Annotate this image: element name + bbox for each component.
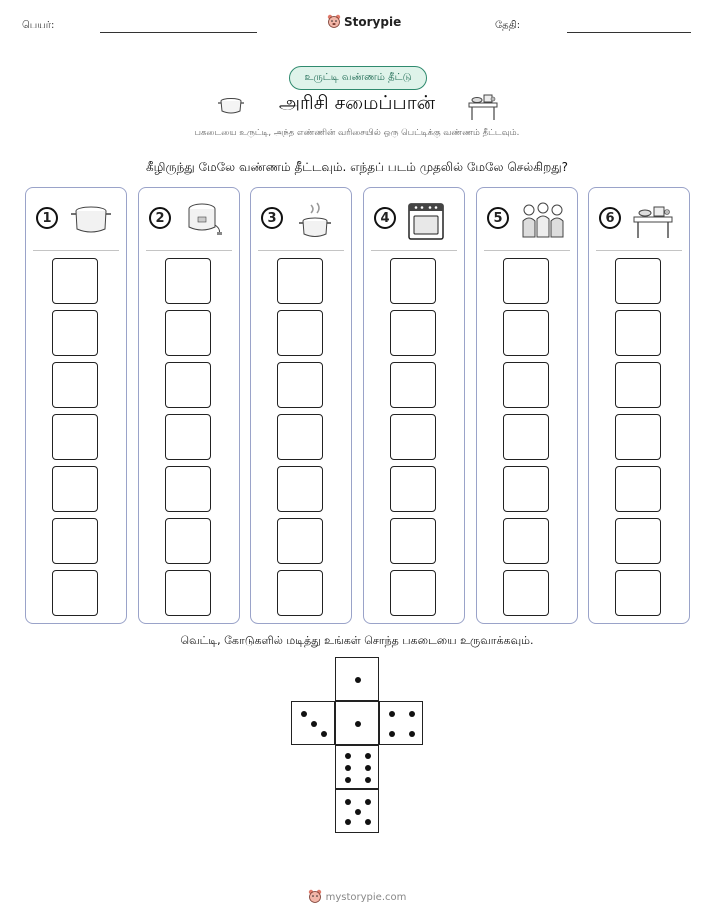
dice-pip — [345, 799, 351, 805]
column-divider — [33, 250, 119, 251]
column-6 — [588, 187, 690, 624]
column-divider — [258, 250, 344, 251]
color-box[interactable] — [615, 258, 661, 304]
dice-face — [335, 657, 379, 701]
color-box[interactable] — [165, 362, 211, 408]
color-box[interactable] — [390, 414, 436, 460]
column-number: 1 — [36, 207, 58, 229]
color-box[interactable] — [390, 362, 436, 408]
color-box[interactable] — [165, 466, 211, 512]
name-line[interactable] — [100, 32, 257, 33]
column-5 — [476, 187, 578, 624]
dice-pip — [365, 799, 371, 805]
dice-pip — [311, 721, 317, 727]
brand-logo — [327, 14, 401, 30]
column-divider — [371, 250, 457, 251]
color-box[interactable] — [615, 362, 661, 408]
footer — [0, 889, 714, 905]
color-box[interactable] — [503, 258, 549, 304]
column-number: 4 — [374, 207, 396, 229]
column-number: 6 — [599, 207, 621, 229]
date-line[interactable] — [567, 32, 691, 33]
column-2 — [138, 187, 240, 624]
color-box[interactable] — [503, 466, 549, 512]
color-box[interactable] — [390, 570, 436, 616]
dice-face — [335, 701, 379, 745]
steaming-pot-icon — [293, 201, 343, 241]
dice-pip — [301, 711, 307, 717]
color-box[interactable] — [52, 362, 98, 408]
color-box[interactable] — [615, 518, 661, 564]
column-number: 2 — [149, 207, 171, 229]
color-box[interactable] — [52, 570, 98, 616]
column-divider — [596, 250, 682, 251]
dice-pip — [365, 777, 371, 783]
activity-badge: உருட்டி வண்ணம் தீட்டு — [289, 66, 427, 90]
color-box[interactable] — [52, 414, 98, 460]
color-box[interactable] — [277, 310, 323, 356]
dice-pip — [389, 711, 395, 717]
color-box[interactable] — [165, 310, 211, 356]
color-box[interactable] — [503, 518, 549, 564]
dice-pip — [365, 753, 371, 759]
family-icon — [519, 201, 569, 241]
column-number: 5 — [487, 207, 509, 229]
dice-pip — [345, 765, 351, 771]
page-title: அரிசி சமைப்பான் — [278, 92, 436, 114]
color-box[interactable] — [52, 518, 98, 564]
color-box[interactable] — [390, 466, 436, 512]
dice-pip — [365, 765, 371, 771]
dice-pip — [345, 819, 351, 825]
dice-pip — [389, 731, 395, 737]
color-box[interactable] — [165, 414, 211, 460]
column-1 — [25, 187, 127, 624]
stove-icon — [406, 201, 456, 241]
color-box[interactable] — [52, 466, 98, 512]
dice-pip — [355, 809, 361, 815]
column-divider — [146, 250, 232, 251]
color-box[interactable] — [503, 362, 549, 408]
color-box[interactable] — [615, 466, 661, 512]
color-box[interactable] — [277, 570, 323, 616]
color-box[interactable] — [390, 258, 436, 304]
color-box[interactable] — [165, 258, 211, 304]
color-box[interactable] — [277, 414, 323, 460]
dice-pip — [345, 777, 351, 783]
dice-face — [291, 701, 335, 745]
pot-icon — [68, 201, 118, 241]
color-box[interactable] — [52, 258, 98, 304]
brand-name: Storypie — [344, 15, 402, 29]
dice-pip — [409, 711, 415, 717]
footer-url[interactable]: mystorypie.com — [325, 891, 407, 903]
color-box[interactable] — [165, 570, 211, 616]
column-4 — [363, 187, 465, 624]
dice-pip — [409, 731, 415, 737]
dice-pip — [345, 753, 351, 759]
cooking-table-icon — [631, 201, 681, 241]
date-label: தேதி: — [495, 20, 521, 31]
color-box[interactable] — [165, 518, 211, 564]
dice-instruction: வெட்டி, கோடுகளில் மடித்து உங்கள் சொந்த பகடையை உருவாக்கவும். — [180, 634, 534, 647]
color-box[interactable] — [277, 518, 323, 564]
column-3 — [250, 187, 352, 624]
color-box[interactable] — [615, 310, 661, 356]
color-box[interactable] — [277, 466, 323, 512]
color-box[interactable] — [615, 570, 661, 616]
dice-face — [379, 701, 423, 745]
storypie-bear-icon — [308, 889, 322, 905]
cooking-table-icon — [466, 91, 500, 125]
color-box[interactable] — [390, 310, 436, 356]
color-box[interactable] — [503, 570, 549, 616]
question: கீழிருந்து மேலே வண்ணம் தீட்டவும். எந்தப் படம் முதலில் மேலே செல்கிறது? — [145, 160, 569, 174]
dice-face — [335, 789, 379, 833]
column-divider — [484, 250, 570, 251]
color-box[interactable] — [277, 362, 323, 408]
dice-pip — [365, 819, 371, 825]
color-box[interactable] — [52, 310, 98, 356]
dice-face — [335, 745, 379, 789]
color-box[interactable] — [277, 258, 323, 304]
name-label: பெயர்: — [22, 20, 55, 31]
color-box[interactable] — [503, 310, 549, 356]
color-box[interactable] — [503, 414, 549, 460]
color-box[interactable] — [390, 518, 436, 564]
dice-pip — [321, 731, 327, 737]
dice-pip — [355, 677, 361, 683]
storypie-bear-icon — [327, 14, 341, 30]
color-box[interactable] — [615, 414, 661, 460]
rice-cooker-icon — [181, 201, 231, 241]
dice-pip — [355, 721, 361, 727]
column-number: 3 — [261, 207, 283, 229]
subtitle: பகடையை உருட்டி, அந்த எண்ணின் வரிசையில் ஒரு பெட்டிக்கு வண்ணம் தீட்டவும். — [194, 128, 520, 138]
